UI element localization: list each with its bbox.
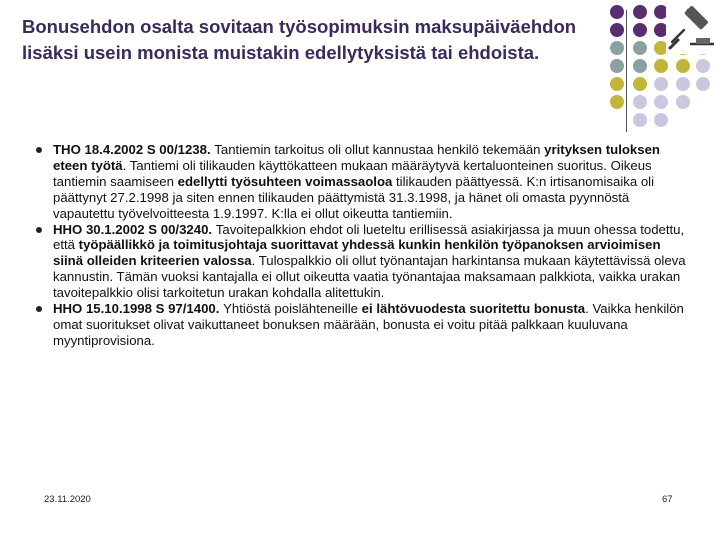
decorative-dot xyxy=(633,77,647,91)
bullet-dot-icon xyxy=(36,147,42,153)
slide-body xyxy=(36,142,686,349)
decorative-dot xyxy=(633,113,647,127)
slide-title: Bonusehdon osalta sovitaan työsopimuksin maksupäiväehdon lisäksi usein monista muistakin edellytyksistä tai ehdoista. xyxy=(22,16,577,63)
decorative-dot xyxy=(676,59,690,73)
decorative-dot xyxy=(654,59,668,73)
bullet-item xyxy=(36,142,686,222)
bullet-dot-icon xyxy=(36,227,42,233)
decorative-dot xyxy=(610,77,624,91)
body-text: Tavoitepalkkion ehdot oli lueteltu erillisessä asiakirjassa ja muun ohessa todettu, että xyxy=(53,221,685,253)
gavel-icon xyxy=(666,2,718,54)
bold-text: yrityksen tuloksen eteen työtä xyxy=(53,142,660,173)
bold-text: työpäällikkö ja toimitusjohtaja suorittavat yhdessä kunkin henkilön työpanoksen arvioimisen siinä olleiden kriteerien valossa xyxy=(53,237,661,269)
decorative-divider-line xyxy=(626,10,627,132)
body-text: . Tantiemi oli tilikauden käyttökatteen mukaan määräytyvä kertaluonteinen suoritus. Oikeus tantiemin saamiseen xyxy=(53,157,652,189)
bold-text: HHO 30.1.2002 S 00/3240. xyxy=(53,221,216,237)
body-text: tilikauden päättyessä. K:n irtisanomisaika oli päättynyt 27.2.1998 ja siten ennen tilikauden päättymistä 31.3.1998, ja hänet oli omasta pyynnöstä vapautettu työvelvoitteesta 1.9.1997. K:lla ei ollut oikeutta tantiemiin. xyxy=(53,173,655,221)
bold-text: THO 18.4.2002 S 00/1238. xyxy=(53,142,215,157)
body-text: Tantiemin tarkoitus oli ollut kannustaa henkilö tekemään xyxy=(214,142,545,157)
decorative-dot xyxy=(654,95,668,109)
decorative-dot xyxy=(633,95,647,109)
decorative-dot xyxy=(610,5,624,19)
bullet-item xyxy=(36,222,686,302)
decorative-dot xyxy=(654,113,668,127)
decorative-dot xyxy=(610,41,624,55)
decorative-dot xyxy=(633,23,647,37)
bold-text: HHO 15.10.1998 S 97/1400. xyxy=(53,301,224,317)
decorative-dot xyxy=(676,77,690,91)
body-text: . Tulospalkkio oli ollut työnantajan harkintansa mukaan käytettävissä oleva kannustin. Tämän vuoksi kantajalla ei ollut oikeutta vaatia työnantajaa maksamaan palkkiota, vaikka urakan tavoitepalkkio olisi tarkoitetun urakan kohdalla alitettukin. xyxy=(53,253,686,301)
decorative-dot xyxy=(633,5,647,19)
body-text: Yhtiöstä poislähteneille xyxy=(223,301,362,317)
decorative-dot xyxy=(610,95,624,109)
decorative-dot xyxy=(654,77,668,91)
decorative-dot xyxy=(633,41,647,55)
decorative-dot xyxy=(610,23,624,37)
bullet-item xyxy=(36,301,686,349)
decorative-dot xyxy=(610,59,624,73)
decorative-dot xyxy=(676,95,690,109)
bold-text: edellytti työsuhteen voimassaoloa xyxy=(177,173,393,189)
page-number: 67 xyxy=(662,494,673,505)
bullet-dot-icon xyxy=(36,306,42,312)
body-text: . Vaikka henkilön omat suoritukset olivat vaikuttaneet bonuksen määrään, bonusta ei voitu pitää palkkaan kuuluvana myyntiprovisiona. xyxy=(53,301,684,348)
footer-date: 23.11.2020 xyxy=(44,494,91,505)
bold-text: ei lähtövuodesta suoritettu bonusta xyxy=(361,301,586,317)
decorative-dot xyxy=(696,77,710,91)
decorative-dot xyxy=(633,59,647,73)
decorative-dot xyxy=(696,59,710,73)
